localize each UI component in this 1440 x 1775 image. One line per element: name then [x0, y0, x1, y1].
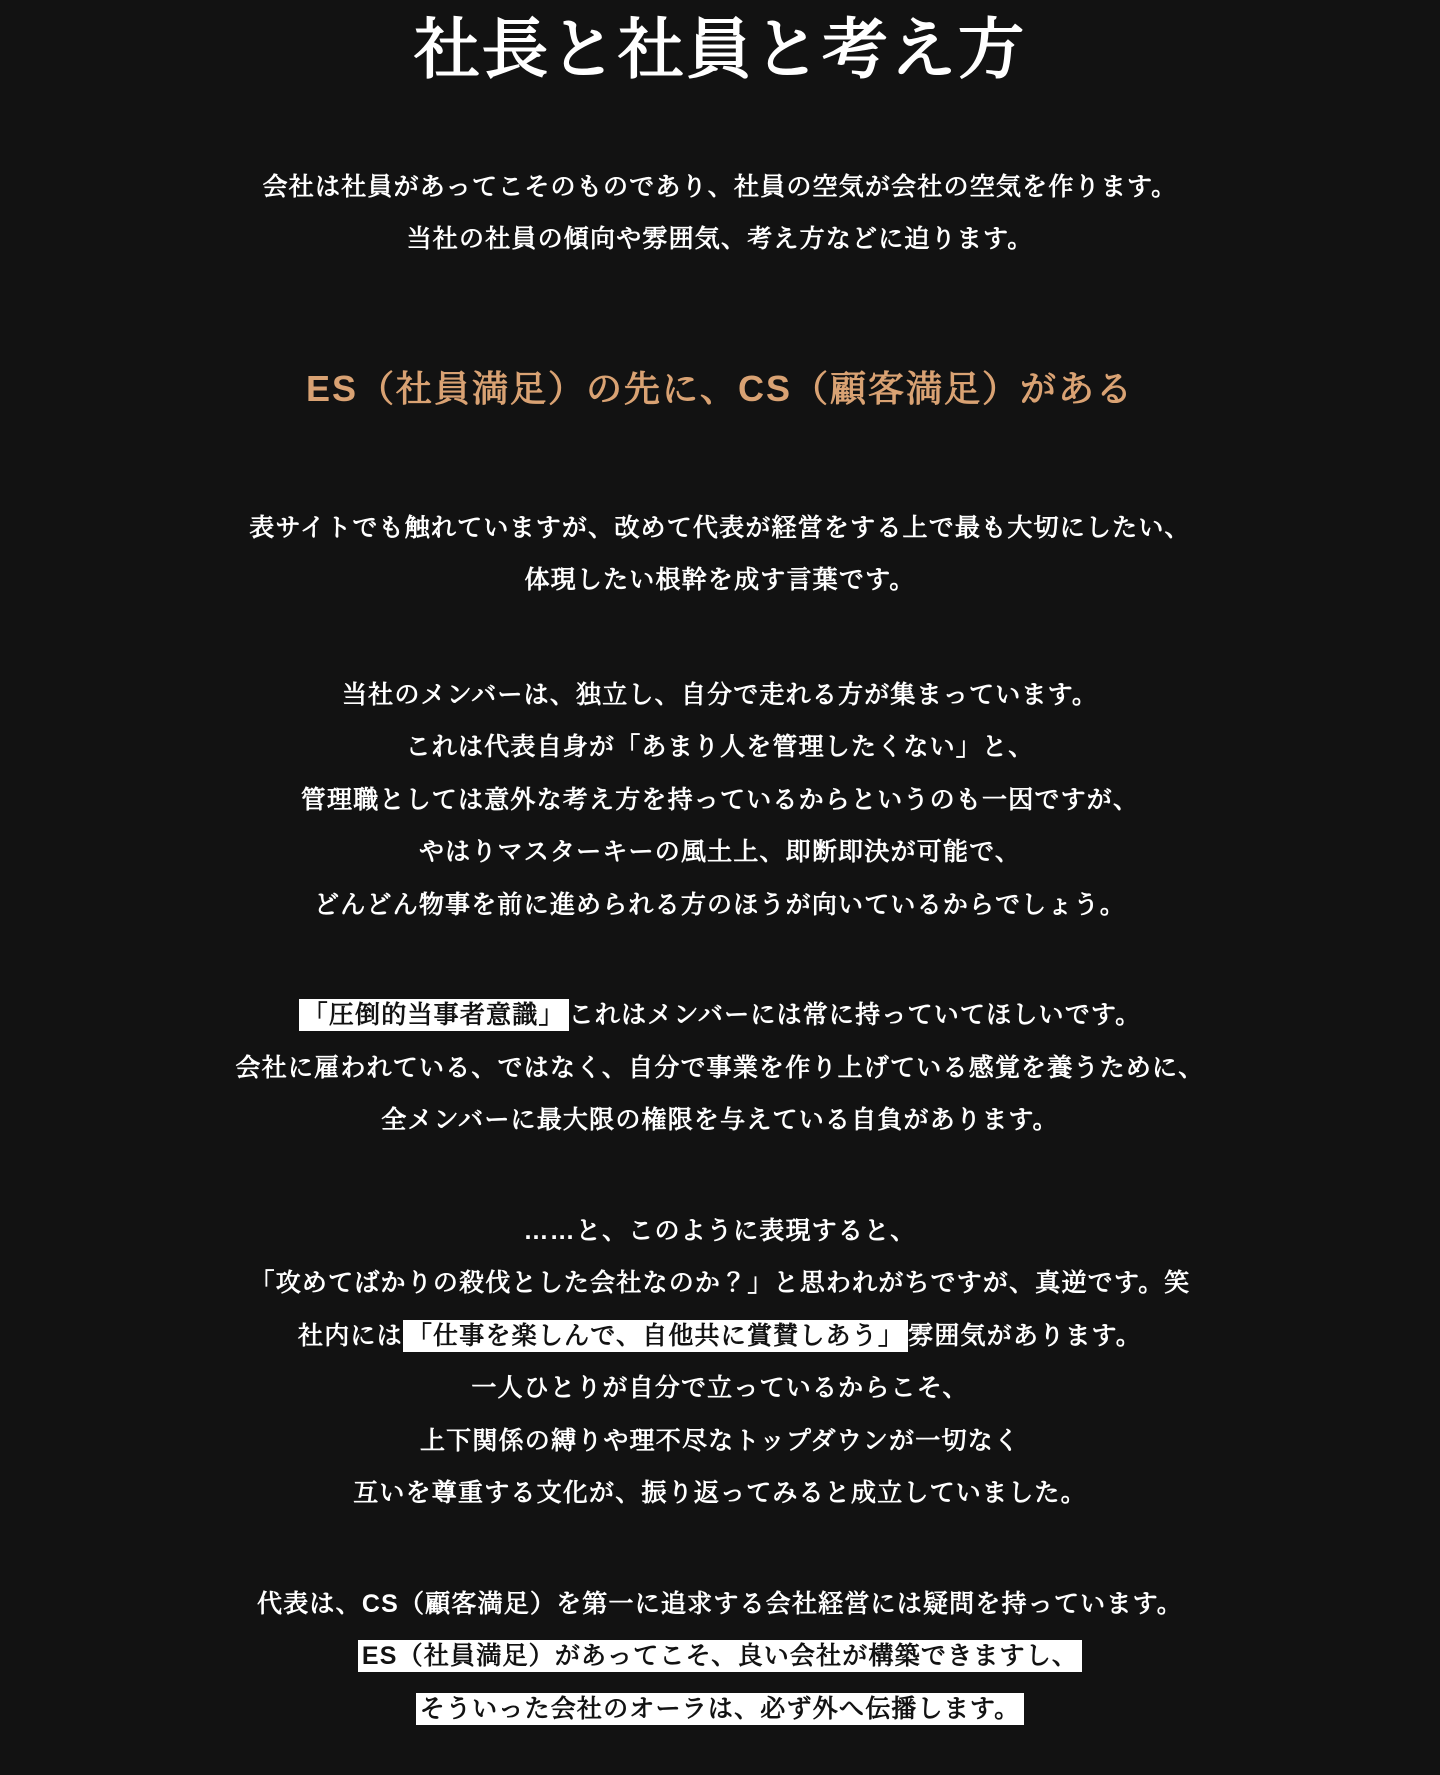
paragraph-3-line-1 [0, 989, 1440, 1042]
paragraph-1-line-1: 表サイトでも触れていますが、改めて代表が経営をする上で最も大切にしたい、 [249, 513, 1191, 542]
section-heading: ES（社員満足）の先に、CS（顧客満足）がある [305, 367, 1135, 409]
highlight-enjoy-work: 「仕事を楽しんで、自他共に賞賛しあう」 [403, 1320, 908, 1352]
paragraph-2-line-3: 管理職としては意外な考え方を持っているからというのも一因ですが、 [300, 785, 1140, 814]
paragraph-4-line-3-suffix: 雰囲気があります。 [908, 1321, 1142, 1350]
paragraph-3 [0, 989, 1440, 1147]
paragraph-4-line-3 [0, 1310, 1440, 1363]
highlight-ownership: 「圧倒的当事者意識」 [299, 999, 569, 1031]
highlight-es-first: ES（社員満足）があってこそ、良い会社が構築できますし、 [358, 1640, 1082, 1672]
paragraph-5-line-3 [0, 1683, 1440, 1736]
lead-line-2: 当社の社員の傾向や雰囲気、考え方などに迫ります。 [406, 225, 1034, 253]
paragraph-4-line-3-prefix: 社内には [298, 1321, 403, 1350]
paragraph-4 [0, 1205, 1440, 1520]
paragraph-4-line-1: ……と、このように表現すると、 [523, 1216, 917, 1245]
lead-line-1: 会社は社員があってこそのものであり、社員の空気が会社の空気を作ります。 [262, 172, 1178, 201]
paragraph-4-line-6: 互いを尊重する文化が、振り返ってみると成立していました。 [353, 1479, 1087, 1507]
paragraph-1-line-2: 体現したい根幹を成す言葉です。 [524, 566, 916, 594]
paragraph-3-line-2: 会社に雇われている、ではなく、自分で事業を作り上げている感覚を養うために、 [235, 1053, 1205, 1082]
paragraph-3-line-3: 全メンバーに最大限の権限を与えている自負があります。 [381, 1106, 1059, 1134]
paragraph-5 [0, 1578, 1440, 1736]
paragraph-4-line-4: 一人ひとりが自分で立っているからこそ、 [471, 1374, 969, 1402]
paragraph-2-line-2: これは代表自身が「あまり人を管理したくない」と、 [405, 733, 1035, 761]
lead-paragraph [0, 161, 1440, 266]
paragraph-2-line-5: どんどん物事を前に進められる方のほうが向いているからでしょう。 [314, 890, 1126, 919]
paragraph-5-line-2 [0, 1630, 1440, 1683]
paragraph-2 [0, 669, 1440, 932]
paragraph-1 [0, 502, 1440, 607]
highlight-aura: そういった会社のオーラは、必ず外へ伝播します。 [416, 1693, 1025, 1725]
paragraph-5-line-1: 代表は、CS（顧客満足）を第一に追求する会社経営には疑問を持っています。 [257, 1589, 1183, 1618]
paragraph-4-line-5: 上下関係の縛りや理不尽なトップダウンが一切なく [419, 1426, 1021, 1455]
paragraph-2-line-1: 当社のメンバーは、独立し、自分で走れる方が集まっています。 [341, 680, 1099, 709]
page-title: 社長と社員と考え方 [414, 12, 1026, 86]
paragraph-3-line-1-rest: これはメンバーには常に持っていてほしいです。 [568, 1001, 1142, 1029]
paragraph-4-line-2: 「攻めてばかりの殺伐とした会社なのか？」と思われがちですが、真逆です。笑 [249, 1269, 1191, 1297]
paragraph-2-line-4: やはりマスターキーの風土上、即断即決が可能で、 [418, 838, 1022, 866]
